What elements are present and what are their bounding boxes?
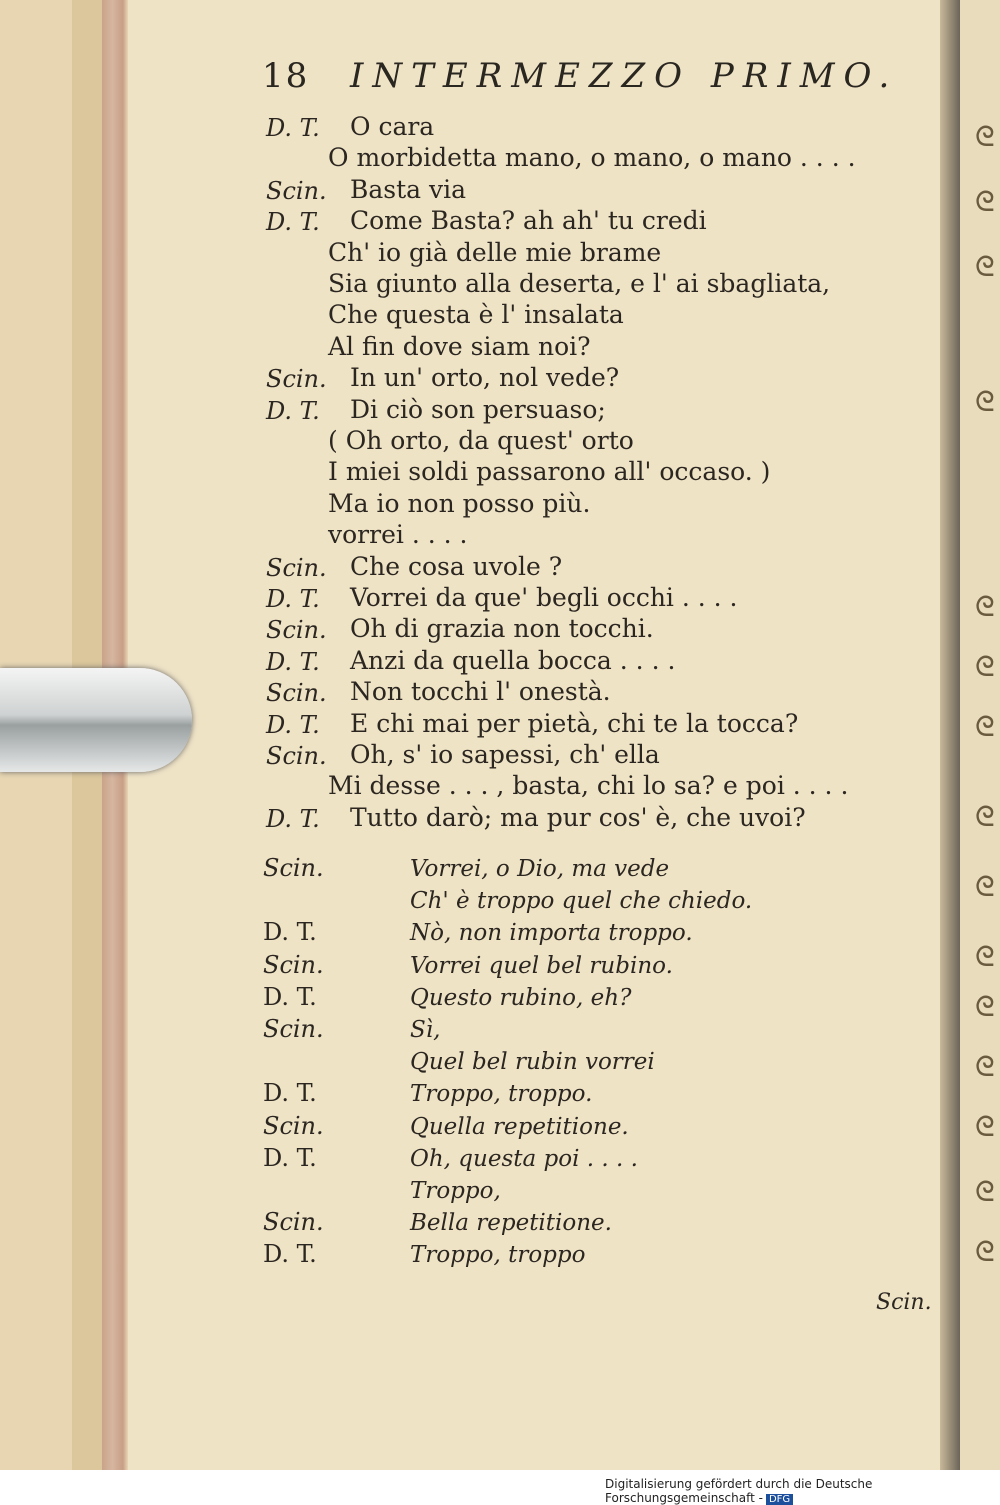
speaker-label: D. T.: [263, 1240, 317, 1269]
verse-line: Vorrei da que' begli occhi . . . .: [350, 583, 738, 612]
verse-line: Oh di grazia non tocchi.: [350, 614, 654, 644]
verse-line: Sia giunto alla deserta, e l' ai sbagliata,: [328, 269, 831, 298]
verse-line: ( Oh orto, da quest' orto: [328, 426, 634, 455]
catchword: Scin.: [876, 1290, 932, 1315]
speaker-label: Scin.: [266, 553, 327, 582]
aria-line: Vorrei, o Dio, ma vede: [410, 856, 670, 882]
aria-line: Troppo, troppo.: [410, 1081, 593, 1108]
aria-line: Sì,: [410, 1017, 441, 1043]
dfg-logo: DFG: [766, 1494, 793, 1505]
speaker-label: D. T.: [266, 585, 320, 613]
facing-page-glyph: ᘓ: [975, 1050, 995, 1083]
speaker-label: D. T.: [266, 710, 320, 739]
aria-line: Nò, non importa troppo.: [410, 920, 693, 947]
facing-page-glyph: ᘓ: [975, 185, 995, 218]
page-number: 18: [262, 56, 310, 96]
speaker-label: D. T.: [263, 1143, 317, 1172]
verse-line: In un' orto, nol vede?: [350, 363, 620, 393]
verse-line: Non tocchi l' onestà.: [350, 677, 611, 707]
footer-text: Digitalisierung gefördert durch die Deutsche Forschungsgemeinschaft -: [605, 1477, 873, 1505]
verse-line: Tutto darò; ma pur cos' è, che uvoi?: [350, 802, 806, 832]
speaker-label: Scin.: [263, 1208, 324, 1237]
facing-page-glyph: ᘓ: [975, 250, 995, 283]
gutter-shadow: [940, 0, 960, 1470]
speaker-label: Scin.: [266, 365, 327, 394]
verse-line: Anzi da quella bocca . . . .: [350, 645, 676, 675]
facing-page-glyph: ᘓ: [975, 1235, 995, 1268]
verse-line: Di ciò son persuaso;: [350, 394, 606, 424]
verse-line: O morbidetta mano, o mano, o mano . . . .: [328, 143, 856, 173]
speaker-label: Scin.: [263, 1111, 324, 1140]
verse-line: Come Basta? ah ah' tu credi: [350, 206, 707, 236]
verse-line: Basta via: [350, 174, 467, 204]
speaker-label: D. T.: [266, 208, 320, 237]
speaker-label: D. T.: [266, 114, 320, 142]
speaker-label: Scin.: [266, 176, 327, 205]
verse-line: Ma io non posso più.: [328, 488, 591, 518]
facing-page-glyph: ᘓ: [975, 1110, 995, 1143]
aria-line: Questo rubino, eh?: [410, 984, 632, 1011]
verse-line: Che cosa uvole ?: [350, 551, 563, 581]
speaker-label: Scin.: [263, 854, 324, 882]
facing-page-glyph: ᘓ: [975, 800, 995, 833]
speaker-label: Scin.: [263, 950, 324, 979]
aria-line: Quella repetitione.: [410, 1113, 629, 1140]
facing-page-glyph: ᘓ: [975, 710, 995, 743]
facing-page-glyph: ᘓ: [975, 385, 995, 418]
facing-page-glyph: ᘓ: [975, 120, 995, 153]
page-holder-clip: [0, 668, 192, 772]
facing-page-glyph: ᘓ: [975, 990, 995, 1023]
verse-line: Che questa è l' insalata: [328, 300, 624, 330]
aria-line: Quel bel rubin vorrei: [410, 1049, 655, 1076]
facing-page-glyph: ᘓ: [975, 940, 995, 973]
verse-line: I miei soldi passarono all' occaso. ): [328, 457, 771, 487]
verse-line: vorrei . . . .: [328, 520, 468, 550]
verse-line: Ch' io già delle mie brame: [328, 237, 662, 267]
aria-line: Troppo, troppo: [410, 1242, 586, 1269]
aria-line: Bella repetitione.: [410, 1210, 612, 1237]
aria-line: Troppo,: [410, 1178, 501, 1204]
speaker-label: D. T.: [266, 804, 320, 833]
facing-page-glyph: ᘓ: [975, 650, 995, 683]
speaker-label: D. T.: [263, 918, 317, 947]
verse-line: Al fin dove siam noi?: [328, 331, 591, 361]
speaker-label: D. T.: [266, 647, 320, 676]
speaker-label: Scin.: [266, 679, 327, 708]
footer-credit: [605, 1477, 1000, 1505]
aria-line: Ch' è troppo quel che chiedo.: [410, 888, 753, 915]
speaker-label: D. T.: [263, 1079, 317, 1108]
speaker-label: Scin.: [266, 616, 327, 645]
verse-line: Oh, s' io sapessi, ch' ella: [350, 740, 660, 769]
running-title: INTERMEZZO PRIMO.: [350, 56, 899, 96]
speaker-label: D. T.: [263, 982, 317, 1011]
aria-line: Oh, questa poi . . . .: [410, 1145, 638, 1172]
speaker-label: Scin.: [266, 742, 327, 770]
facing-page-glyph: ᘓ: [975, 590, 995, 623]
verse-line: E chi mai per pietà, chi te la tocca?: [350, 708, 799, 738]
facing-page-glyph: ᘓ: [975, 1175, 995, 1208]
facing-page-glyph: ᘓ: [975, 870, 995, 903]
speaker-label: Scin.: [263, 1015, 324, 1043]
aria-line: Vorrei quel bel rubino.: [410, 952, 673, 979]
verse-line: Mi desse . . . , basta, chi lo sa? e poi . . . .: [328, 771, 849, 801]
verse-line: O cara: [350, 112, 435, 141]
speaker-label: D. T.: [266, 396, 320, 425]
